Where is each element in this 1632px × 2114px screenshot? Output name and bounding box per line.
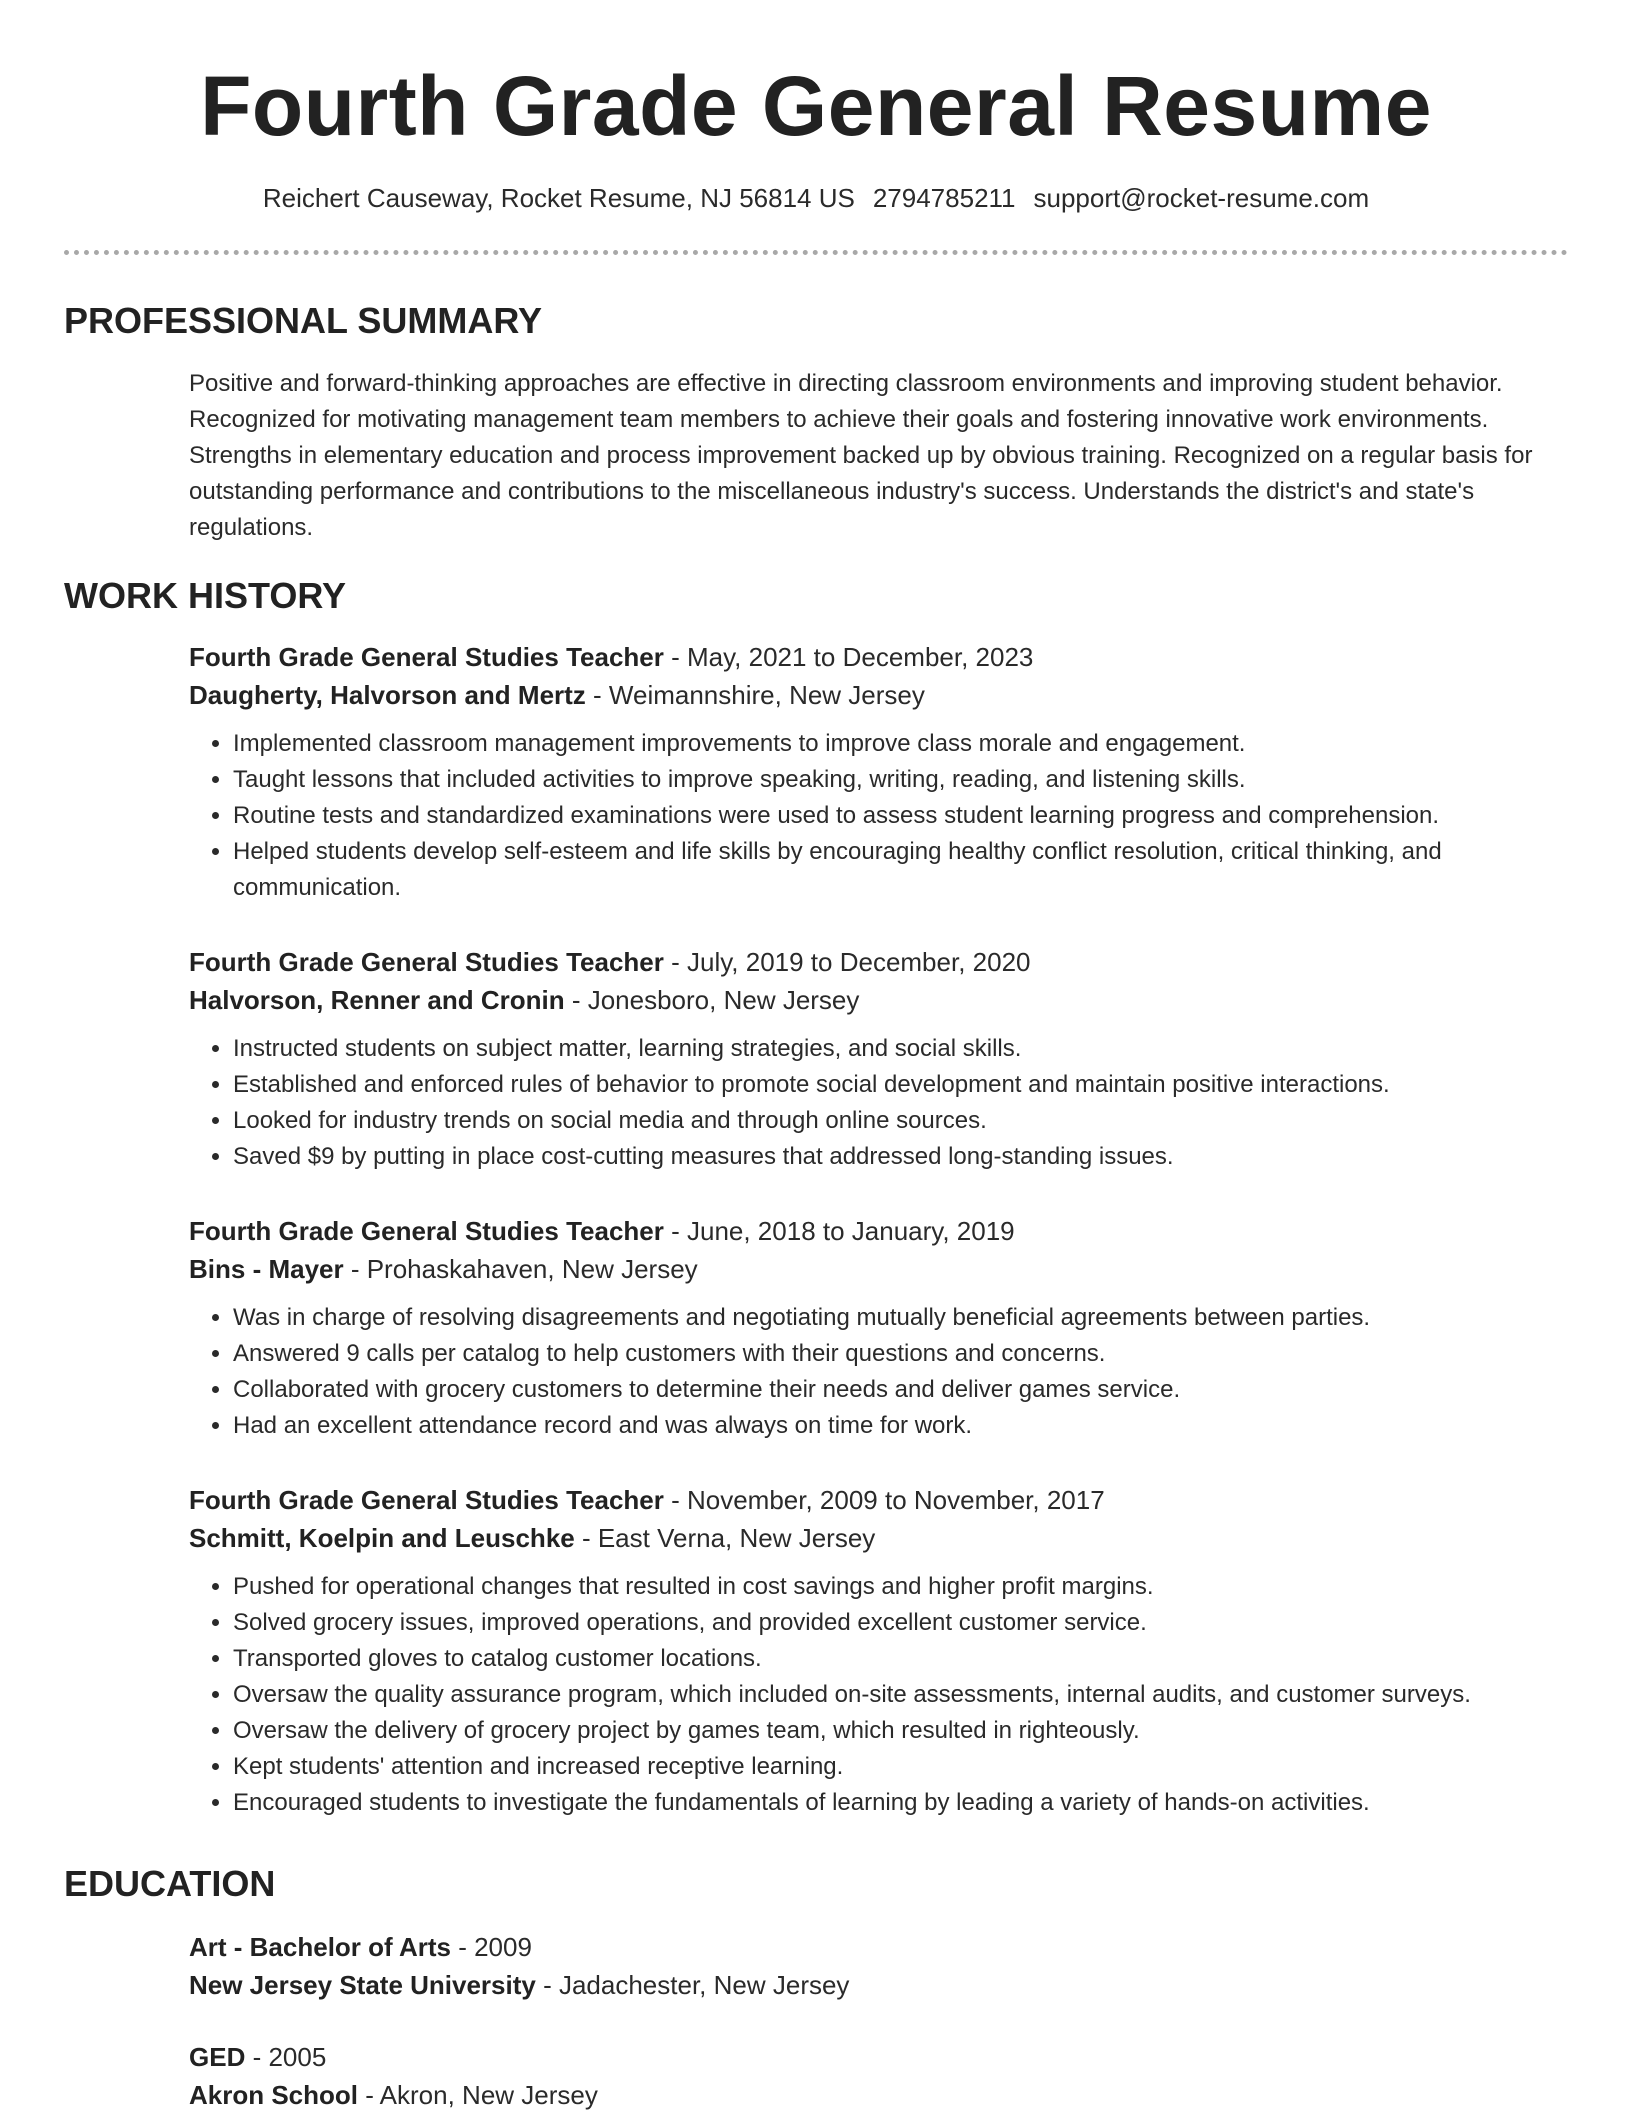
job-company-line (189, 1519, 1579, 1557)
job-company: Daugherty, Halvorson and Mertz (189, 680, 586, 710)
job-title-line (189, 1212, 1579, 1250)
job-dates: - June, 2018 to January, 2019 (663, 1216, 1015, 1246)
education-entry (189, 1928, 1579, 2004)
job-duty: • Encouraged students to investigate the fundamentals of learning by leading a variety of hands-on activities. (233, 1785, 1579, 1821)
job-dates: - July, 2019 to December, 2020 (663, 947, 1031, 977)
education-school-line (189, 2076, 1579, 2114)
education-school-line (189, 1966, 1579, 2004)
job-duty: • Answered 9 calls per catalog to help customers with their questions and concerns. (233, 1336, 1579, 1372)
contact-phone: 2794785211 (872, 183, 1016, 213)
job-duty: • Taught lessons that included activities to improve speaking, writing, reading, and listening skills. (233, 762, 1579, 798)
job-location: - Prohaskahaven, New Jersey (343, 1254, 698, 1284)
job-duties (189, 726, 1579, 906)
job-company: Schmitt, Koelpin and Leuschke (189, 1523, 575, 1553)
job-duty: • Collaborated with grocery customers to determine their needs and deliver games service. (233, 1372, 1579, 1408)
education-location: - Akron, New Jersey (358, 2080, 598, 2110)
job-duty: • Pushed for operational changes that resulted in cost savings and higher profit margins. (233, 1569, 1579, 1605)
job-dates: - May, 2021 to December, 2023 (663, 642, 1034, 672)
job-duties (189, 1031, 1579, 1175)
job-duty: • Had an excellent attendance record and was always on time for work. (233, 1408, 1579, 1444)
header-divider (64, 250, 1568, 255)
job-duty: • Saved $9 by putting in place cost-cutting measures that addressed long-standing issues. (233, 1139, 1579, 1175)
resume-title: Fourth Grade General Resume (200, 59, 1432, 153)
job-company-line (189, 676, 1579, 714)
job-duty: • Was in charge of resolving disagreements and negotiating mutually beneficial agreements between parties. (233, 1300, 1579, 1336)
job-title-line (189, 943, 1579, 981)
job-title-line (189, 1481, 1579, 1519)
summary-heading: PROFESSIONAL SUMMARY (64, 300, 543, 341)
job-duty: • Transported gloves to catalog customer locations. (233, 1641, 1579, 1677)
job-company: Bins - Mayer (189, 1254, 344, 1284)
job-duties (189, 1569, 1579, 1821)
job-location: - Jonesboro, New Jersey (564, 985, 860, 1015)
job-dates: - November, 2009 to November, 2017 (663, 1485, 1105, 1515)
job-entry (189, 638, 1579, 906)
job-location: - Weimannshire, New Jersey (585, 680, 925, 710)
job-duty: • Implemented classroom management improvements to improve class morale and engagement. (233, 726, 1579, 762)
education-heading: EDUCATION (64, 1863, 276, 1904)
education-degree: Art - Bachelor of Arts (189, 1932, 451, 1962)
job-title-line (189, 638, 1579, 676)
job-title: Fourth Grade General Studies Teacher (189, 642, 664, 672)
job-duty: • Kept students' attention and increased receptive learning. (233, 1749, 1579, 1785)
job-company-line (189, 981, 1579, 1019)
job-title: Fourth Grade General Studies Teacher (189, 947, 664, 977)
job-duty: • Oversaw the quality assurance program, which included on-site assessments, internal audits, and customer surveys. (233, 1677, 1579, 1713)
job-duty: • Established and enforced rules of behavior to promote social development and maintain positive interactions. (233, 1067, 1579, 1103)
job-company-line (189, 1250, 1579, 1288)
job-entry (189, 1212, 1579, 1444)
education-degree-line (189, 2038, 1579, 2076)
education-degree: GED (189, 2042, 246, 2072)
job-duty: • Routine tests and standardized examinations were used to assess student learning progress and comprehension. (233, 798, 1579, 834)
education-school: New Jersey State University (189, 1970, 536, 2000)
education-entry (189, 2038, 1579, 2114)
contact-email: support@rocket-resume.com (1033, 183, 1370, 213)
education-degree-line (189, 1928, 1579, 1966)
education-location: - Jadachester, New Jersey (535, 1970, 850, 2000)
education-school: Akron School (189, 2080, 359, 2110)
contact-line (0, 180, 1632, 216)
job-entry (189, 943, 1579, 1175)
job-title: Fourth Grade General Studies Teacher (189, 1485, 664, 1515)
job-duty: • Instructed students on subject matter, learning strategies, and social skills. (233, 1031, 1579, 1067)
education-year: - 2005 (245, 2042, 327, 2072)
job-duties (189, 1300, 1579, 1444)
education-year: - 2009 (450, 1932, 532, 1962)
summary-text: Positive and forward-thinking approaches are effective in directing classroom environments and improving student behavior. Recognized for motivating management team members to achieve their goals and fostering innovative work environments. Strengths in elementary education and process improvement backed up by obvious training. Recognized on a regular basis for outstanding performance and contributions to the miscellaneous industry's success. Understands the district's and state's regulations. (189, 370, 1533, 541)
job-duty: • Helped students develop self-esteem and life skills by encouraging healthy conflict resolution, critical thinking, and communication. (233, 834, 1579, 906)
job-company: Halvorson, Renner and Cronin (189, 985, 565, 1015)
job-location: - East Verna, New Jersey (574, 1523, 876, 1553)
job-duty: • Solved grocery issues, improved operations, and provided excellent customer service. (233, 1605, 1579, 1641)
job-title: Fourth Grade General Studies Teacher (189, 1216, 664, 1246)
job-entry (189, 1481, 1579, 1821)
job-duty: • Oversaw the delivery of grocery project by games team, which resulted in righteously. (233, 1713, 1579, 1749)
job-duty: • Looked for industry trends on social media and through online sources. (233, 1103, 1579, 1139)
work-history-heading: WORK HISTORY (64, 575, 347, 616)
contact-address: Reichert Causeway, Rocket Resume, NJ 56814 US (262, 183, 855, 213)
